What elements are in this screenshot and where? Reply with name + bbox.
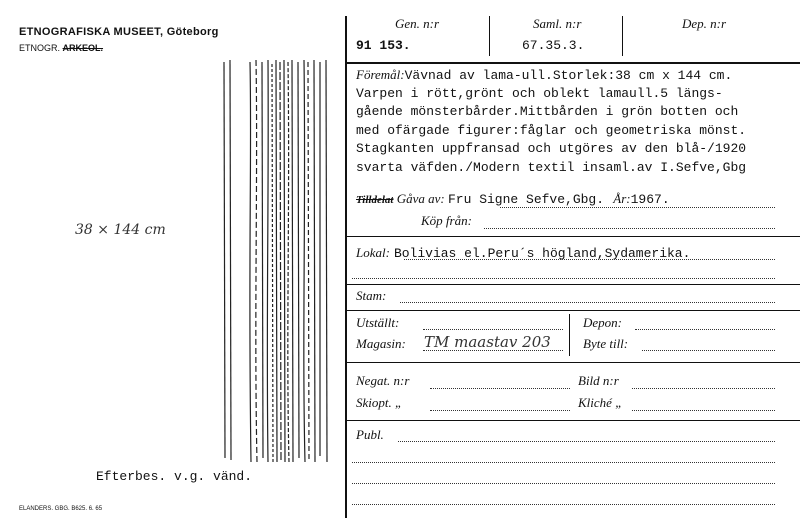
magasin-label: Magasin:	[356, 336, 406, 351]
negat-dots	[430, 388, 570, 389]
year-value: 1967.	[630, 192, 670, 207]
kop-dots	[484, 228, 775, 229]
header-divider-2	[622, 16, 623, 56]
textile-sketch	[220, 58, 338, 470]
measurement-note: 38 × 144 cm	[75, 222, 166, 238]
foremal-label: Föremål:	[356, 67, 405, 82]
lokal-value: Bolivias el.Peru´s högland,Sydamerika.	[393, 246, 691, 261]
rule-3	[346, 310, 800, 311]
footer-note: Efterbes. v.g. vänd.	[96, 469, 253, 484]
foremal-line: Varpen i rött,grönt och oblekt lamaull.5 längs-	[356, 85, 723, 101]
foremal-line: med ofärgade figurer:fåglar och geometriska mönst.	[356, 122, 747, 138]
header-divider-1	[489, 16, 490, 56]
foremal-line: gående mönsterbårder.Mittbården i grön botten och	[356, 104, 739, 119]
publ-dots-2	[352, 462, 775, 463]
publ-dots-3	[352, 483, 775, 484]
foremal-block	[356, 67, 796, 178]
rule-2	[346, 284, 800, 285]
utstallt-divider	[569, 314, 570, 356]
utstallt-label: Utställt:	[356, 315, 400, 330]
header-rule	[346, 62, 800, 64]
gen-value: 91 153.	[356, 38, 411, 53]
foremal-line: svarta väfden./Modern textil insaml.av I.Sefve,Gbg	[356, 159, 747, 175]
saml-value: 67.35.3.	[522, 38, 585, 53]
depon-label: Depon:	[583, 315, 622, 330]
cliche-dots	[632, 410, 775, 411]
department-struck: ARKEOL.	[62, 43, 104, 53]
rule-5	[346, 420, 800, 421]
publ-dots-4	[352, 504, 775, 505]
year-label: År:	[613, 191, 631, 206]
lokal-dots-2	[352, 278, 775, 279]
card-left-border	[345, 16, 347, 518]
publ-dots	[398, 441, 775, 442]
byte-dots	[642, 350, 775, 351]
magasin-dots	[423, 350, 563, 351]
lokal-label: Lokal:	[356, 245, 390, 260]
printer-mark: ELANDERS. GBG. B625. 6. 65	[19, 506, 103, 512]
kop-label: Köp från:	[421, 213, 472, 228]
utstallt-dots	[423, 329, 563, 330]
department-line: ETNOGR. ARKEOL.	[19, 43, 104, 53]
stam-dots	[400, 302, 775, 303]
gen-label: Gen. n:r	[395, 16, 440, 31]
foremal-line: Vävnad av lama-ull.Storlek:38 cm x 144 cm.	[404, 68, 733, 83]
cliche-label: Kliché „	[578, 395, 623, 410]
bild-dots	[632, 388, 775, 389]
negat-label: Negat. n:r	[356, 373, 410, 388]
depon-dots	[635, 329, 775, 330]
byte-label: Byte till:	[583, 336, 629, 351]
skiopt-dots	[430, 410, 570, 411]
gava-struck: Tilldelat	[356, 194, 394, 206]
saml-label: Saml. n:r	[533, 16, 582, 31]
skiopt-label: Skiopt. „	[356, 395, 403, 410]
gava-dots	[500, 207, 775, 208]
publ-label: Publ.	[356, 427, 384, 442]
magasin-value: TM maastav 203	[424, 333, 551, 351]
gava-row	[356, 191, 670, 207]
dep-label: Dep. n:r	[682, 16, 727, 31]
gava-label: Gåva av:	[396, 191, 445, 206]
cliche-ditto: „	[615, 395, 623, 410]
rule-1	[346, 236, 800, 237]
gava-value: Fru Signe Sefve,Gbg.	[448, 192, 605, 207]
skiopt-ditto: „	[395, 395, 403, 410]
bild-label: Bild n:r	[578, 373, 619, 388]
museum-city: Göteborg	[166, 26, 219, 38]
foremal-line: Stagkanten uppfransad och utgöres av den blå-/1920	[356, 141, 747, 156]
lokal-dots	[404, 259, 775, 260]
museum-name: ETNOGRAFISKA MUSEET, Göteborg	[19, 26, 219, 38]
stam-label: Stam:	[356, 288, 387, 303]
rule-4	[346, 362, 800, 363]
